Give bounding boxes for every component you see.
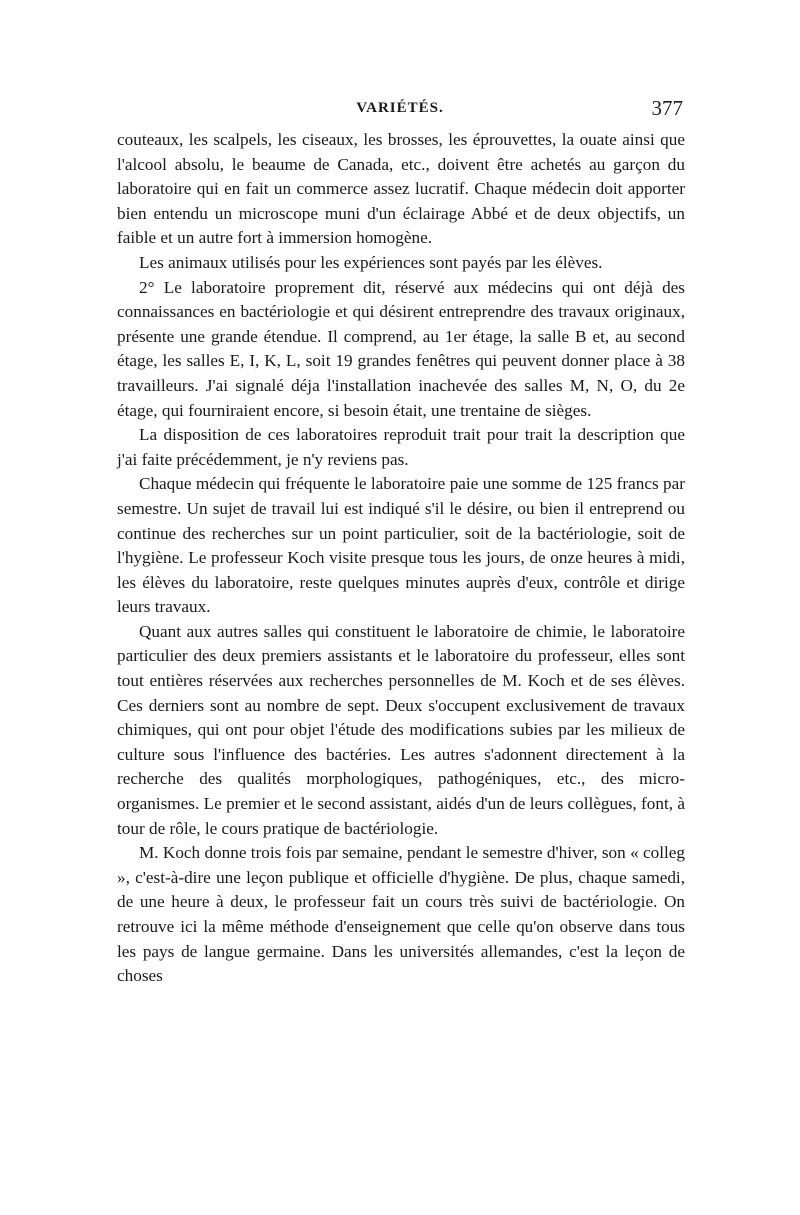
paragraph-continuation: couteaux, les scalpels, les ciseaux, les brosses, les éprouvettes, la ouate ainsi que l'alcool absolu, le beaume de Canada, etc., doivent être achetés au garçon du laboratoire qui en fait un commerce assez lucratif. Chaque médecin doit apporter bien entendu un microscope muni d'un éclairage Abbé et de deux objectifs, un faible et un autre fort à immersion homogène. (117, 130, 685, 248)
paragraph-koch-lectures: M. Koch donne trois fois par semaine, pendant le semestre d'hiver, son « colleg », c'est-à-dire une leçon publique et officielle d'hygiène. De plus, chaque samedi, de une heure à deux, le professeur fait un cours très suivi de bactériologie. On retrouve ici la même méthode d'enseignement que celle qu'on observe dans tous les pays de langue germaine. Dans les universités allemandes, c'est la leçon de choses (117, 843, 685, 986)
running-head: VARIÉTÉS. (356, 100, 444, 116)
paragraph-laboratory: 2° Le laboratoire proprement dit, réservé aux médecins qui ont déjà des connaissances en bactériologie et qui désirent entreprendre des travaux originaux, présente une grande étendue. Il comprend, au 1er étage, la salle B et, au second étage, les salles E, I, K, L, soit 19 grandes fenêtres qui peuvent donner place à 38 travailleurs. J'ai signalé déja l'installation inachevée des salles M, N, O, du 2e étage, qui fourniraient encore, si besoin était, une trentaine de sièges. (117, 277, 685, 420)
page-body (117, 128, 685, 989)
page-header (117, 98, 683, 126)
paragraph-disposition: La disposition de ces laboratoires reproduit trait pour trait la description que j'ai faite précédemment, je n'y reviens pas. (117, 425, 685, 469)
paragraph-fees: Chaque médecin qui fréquente le laboratoire paie une somme de 125 francs par semestre. Un sujet de travail lui est indiqué s'il le désire, ou bien il entreprend ou continue des recherches sur un point particulier, soit de la bactériologie, soit de l'hygiène. Le professeur Koch visite presque tous les jours, de onze heures à midi, les élèves du laboratoire, reste quelques minutes auprès d'eux, contrôle et dirige leurs travaux. (117, 474, 685, 617)
paragraph-animals: Les animaux utilisés pour les expériences sont payés par les élèves. (139, 252, 603, 272)
page-number: 377 (651, 96, 683, 120)
paragraph-other-rooms: Quant aux autres salles qui constituent le laboratoire de chimie, le laboratoire particulier des deux premiers assistants et le laboratoire du professeur, elles sont tout entières réservées aux recherches personnelles de M. Koch et de ses élèves. Ces derniers sont au nombre de sept. Deux s'occupent exclusivement de travaux chimiques, qui ont pour objet l'étude des modifications subies par les milieux de culture sous l'influence des bactéries. Les autres s'adonnent directement à la recherche des qualités morphologiques, pathogéniques, etc., des micro-organismes. Le premier et le second assistant, aidés d'un de leurs collègues, font, à tour de rôle, le cours pratique de bactériologie. (117, 621, 685, 838)
